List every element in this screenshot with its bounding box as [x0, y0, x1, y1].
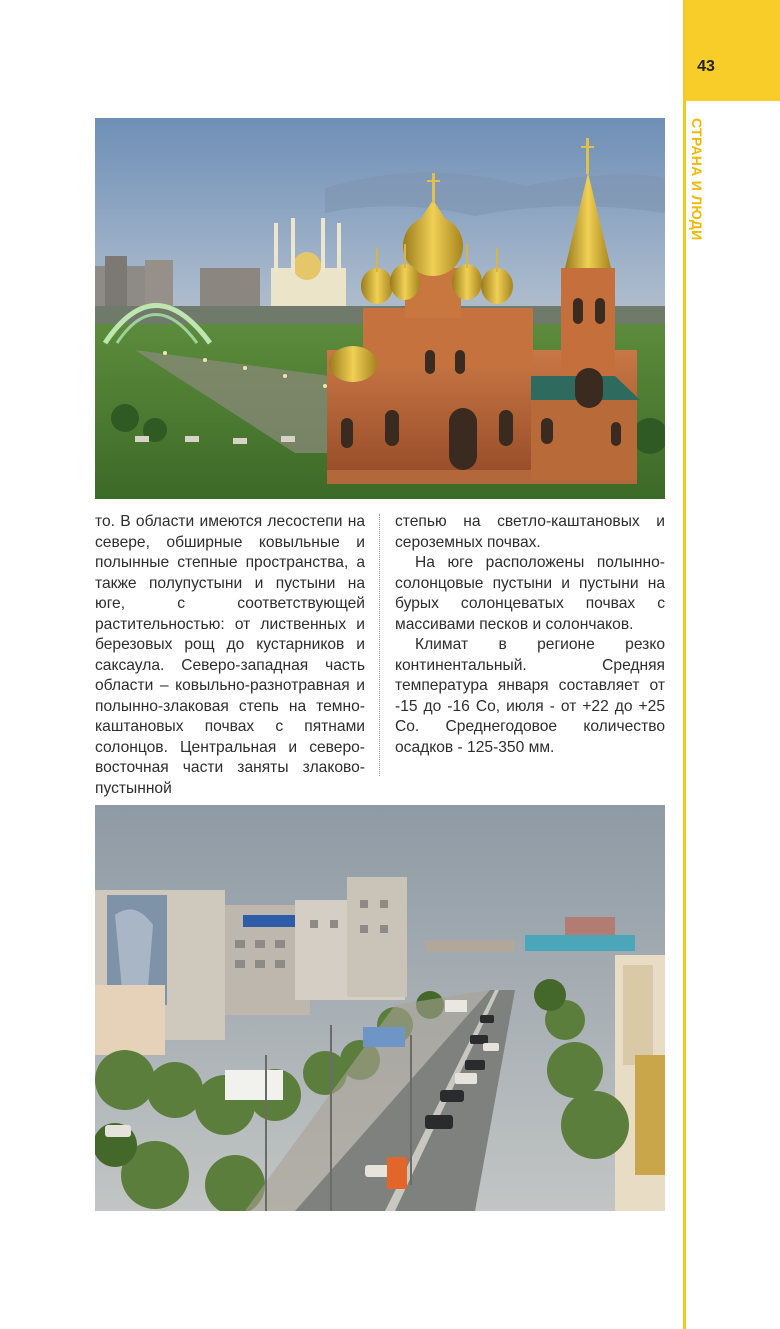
- photo-cathedral: [95, 118, 665, 499]
- right-paragraph-1: степью на светло-каштановых и сероземных почвах.: [395, 513, 665, 551]
- right-paragraph-2: На юге расположены полынно-солонцовые пустыни и пустыни на бурых солонцеватых почвах с массивами песков и солончаков.: [395, 554, 665, 633]
- text-column-right: [395, 512, 665, 758]
- city-street-illustration: [95, 805, 665, 1211]
- cathedral-illustration: [95, 118, 665, 499]
- column-divider: [379, 514, 380, 776]
- section-label: СТРАНА И ЛЮДИ: [689, 118, 705, 241]
- page-number: 43: [697, 58, 715, 75]
- right-paragraph-3: Климат в регионе резко континентальный. Средняя температура января составляет от -15 до -16 Со, июля - от +22 до +25 Со. Среднегодовое количество осадков - 125-350 мм.: [395, 636, 665, 756]
- page-number-tab: [685, 0, 780, 101]
- left-paragraph: то. В области имеются лесостепи на севере, обширные ковыльные и полынные степные пространства, а также полупустыни и пустыни на юге, с соответствующей растительностью: от лиственных и березовых рощ до кустарников и саксаула. Северо-западная часть области – ковыльно-разнотравная и полынно-злаковая степь на темно-каштановых почвах с пятнами солонцов. Центральная и северо-восточная части заняты злаково-пустынной: [95, 513, 365, 797]
- text-column-left: [95, 512, 365, 799]
- photo-city-street: [95, 805, 665, 1211]
